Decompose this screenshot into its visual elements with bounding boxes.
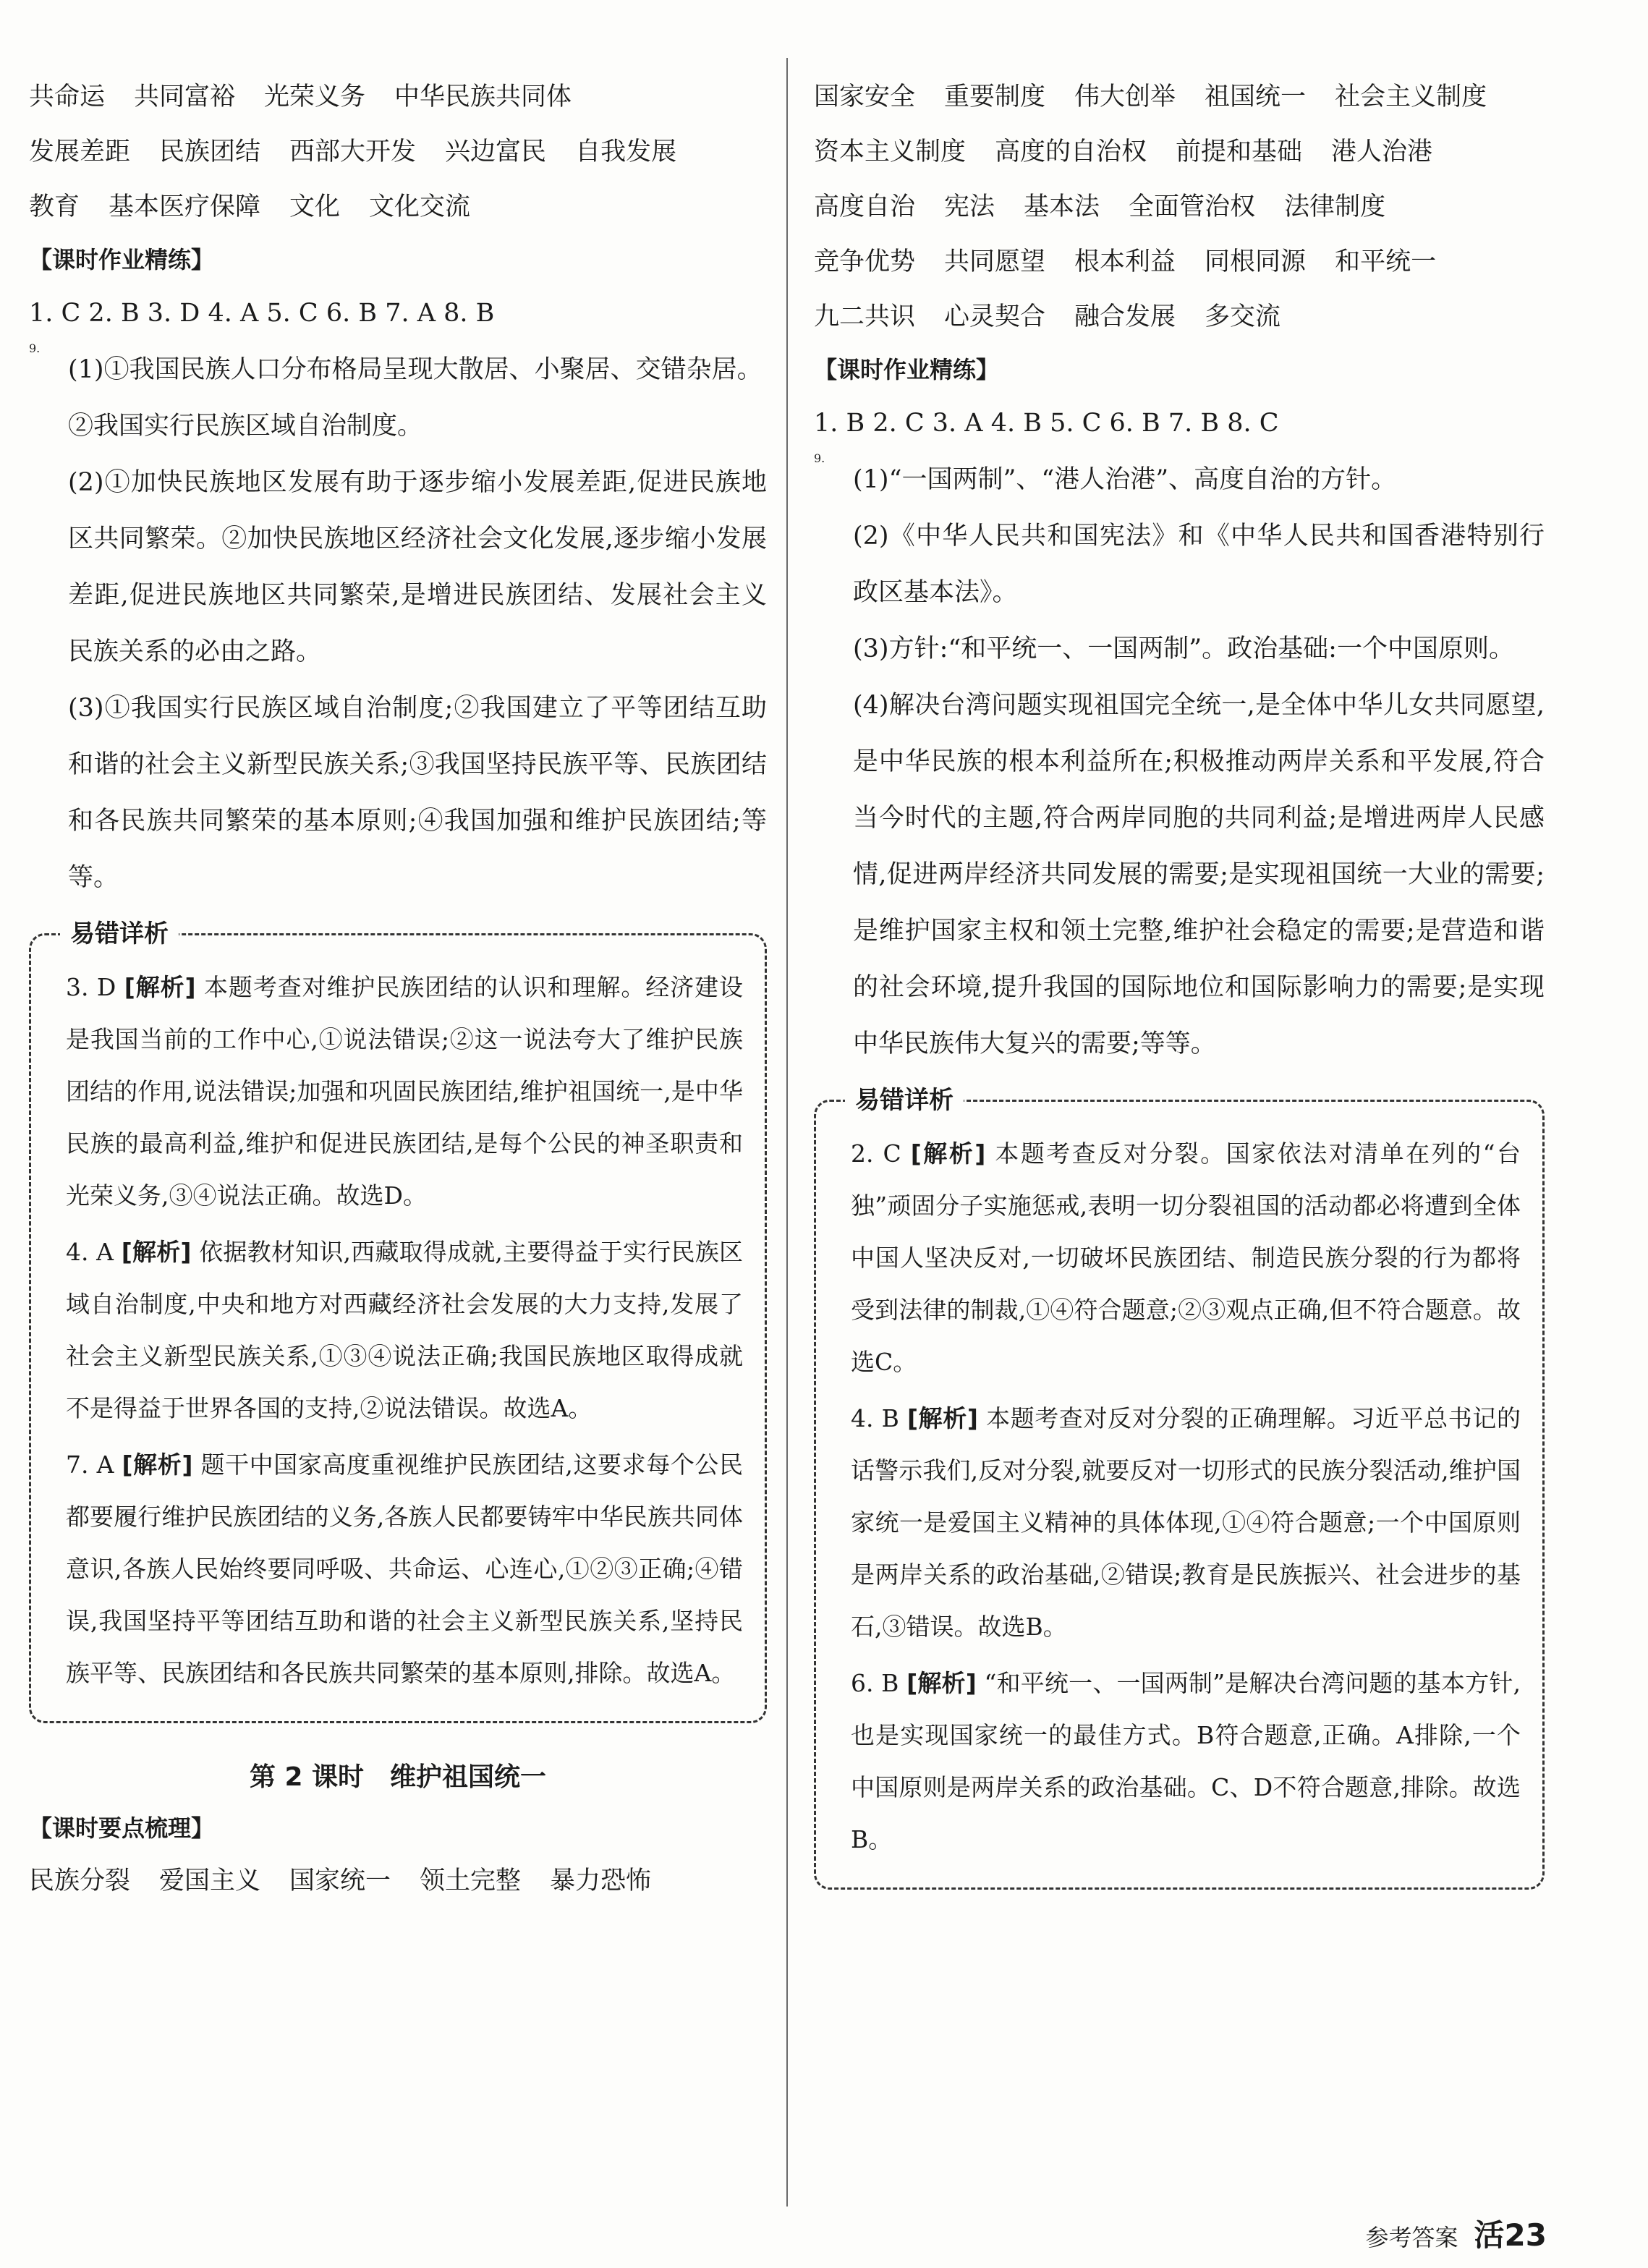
keyword-line (814, 289, 1545, 344)
page-number: 活23 (1474, 2217, 1547, 2253)
keyword: 爱国主义 (159, 1866, 261, 1895)
analysis-item: 4. A [解析] 依据教材知识,西藏取得成就,主要得益于实行民族区域自治制度,中央和地方对西藏经济社会发展的大力支持,发展了社会主义新型民族关系,①③④说法正确;我国民族地区取得成就不是得益于世界各国的支持,②说法错误。故选A。 (66, 1238, 743, 1422)
analysis-item: 3. D [解析] 本题考查对维护民族团结的认识和理解。经济建设是我国当前的工作中心,①说法错误;②这一说法夸大了维护民族团结的作用,说法错误;加强和巩固民族团结,维护祖国统一,是中华民族的最高利益,维护和促进民族团结,是每个公民的神圣职责和光荣义务,③④说法正确。故选D。 (66, 973, 743, 1210)
keyword: 全面管治权 (1129, 192, 1256, 221)
section-heading: 【课时作业精练】 (29, 246, 215, 273)
keyword: 根本利益 (1074, 247, 1176, 276)
keyword: 同根同源 (1205, 247, 1307, 276)
keyword: 自我发展 (575, 137, 677, 166)
analysis-item: 7. A [解析] 题干中国家高度重视维护民族团结,这要求每个公民都要履行维护民族团结的义务,各族人民都要铸牢中华民族共同体意识,各族人民始终要同呼吸、共命运、心连心,①②③正确;④错误,我国坚持平等团结互助和谐的社会主义新型民族关系,坚持民族平等、民族团结和各民族共同繁荣的基本原则,排除。故选A。 (66, 1451, 743, 1687)
keyword: 社会主义制度 (1335, 82, 1487, 111)
keyword: 基本医疗保障 (109, 192, 261, 221)
mc-answers: 1. B 2. C 3. A 4. B 5. C 6. B 7. B 8. C (814, 409, 1279, 438)
error-analysis-box (814, 1086, 1545, 1890)
box-title: 易错详析 (60, 917, 179, 951)
keyword: 国家安全 (814, 82, 916, 111)
answer-paragraph: (1)“一国两制”、“港人治港”、高度自治的方针。 (853, 465, 1397, 494)
keyword: 民族团结 (159, 137, 261, 166)
keyword: 领土完整 (420, 1866, 522, 1895)
keyword: 国家统一 (289, 1866, 391, 1895)
answer-paragraph: (1)①我国民族人口分布格局呈现大散居、小聚居、交错杂居。 (68, 355, 763, 384)
keyword: 多交流 (1205, 302, 1281, 331)
keyword: 资本主义制度 (814, 137, 967, 166)
question-9 (29, 341, 767, 906)
error-analysis-box (29, 919, 767, 1723)
column-divider (786, 58, 788, 2207)
keyword: 中华民族共同体 (394, 82, 572, 111)
keyword: 基本法 (1024, 192, 1100, 221)
keyword: 法律制度 (1284, 192, 1386, 221)
question-number: 9. (29, 341, 41, 355)
question-number: 9. (814, 451, 825, 465)
keyword-line (814, 124, 1545, 179)
footer-label: 参考答案 (1365, 2224, 1458, 2251)
keyword: 祖国统一 (1205, 82, 1307, 111)
keyword: 共同富裕 (134, 82, 236, 111)
keyword: 文化 (289, 192, 341, 221)
box-title: 易错详析 (845, 1083, 964, 1118)
keyword: 暴力恐怖 (550, 1866, 652, 1895)
keyword: 宪法 (944, 192, 995, 221)
keywords-top-right (814, 69, 1545, 344)
keyword: 共同愿望 (944, 247, 1046, 276)
section-heading: 【课时要点梳理】 (29, 1814, 215, 1842)
keyword: 兴边富民 (445, 137, 547, 166)
keyword: 伟大创举 (1074, 82, 1176, 111)
right-column (814, 69, 1545, 1890)
page-footer (1366, 2214, 1547, 2259)
keyword-line (29, 124, 767, 179)
keyword: 港人治港 (1331, 137, 1433, 166)
keyword: 高度自治 (814, 192, 916, 221)
keyword: 和平统一 (1335, 247, 1437, 276)
keyword: 九二共识 (814, 302, 916, 331)
keyword-line (29, 179, 767, 234)
lesson-title: 第 2 课时 维护祖国统一 (249, 1762, 547, 1792)
answer-paragraph: (3)①我国实行民族区域自治制度;②我国建立了平等团结互助和谐的社会主义新型民族关系;③我国坚持民族平等、民族团结和各民族共同繁荣的基本原则;④我国加强和维护民族团结;等等。 (68, 694, 767, 892)
keyword: 融合发展 (1074, 302, 1176, 331)
keyword: 文化交流 (369, 192, 471, 221)
left-column (29, 69, 767, 1908)
keyword: 重要制度 (944, 82, 1046, 111)
mc-answers: 1. C 2. B 3. D 4. A 5. C 6. B 7. A 8. B (29, 299, 495, 328)
keyword: 共命运 (29, 82, 106, 111)
keyword-line (814, 179, 1545, 234)
answer-paragraph: (2)①加快民族地区发展有助于逐步缩小发展差距,促进民族地区共同繁荣。②加快民族地区经济社会文化发展,逐步缩小发展差距,促进民族地区共同繁荣,是增进民族团结、发展社会主义民族关系的必由之路。 (68, 468, 767, 666)
analysis-item: 4. B [解析] 本题考查对反对分裂的正确理解。习近平总书记的话警示我们,反对分裂,就要反对一切形式的民族分裂活动,维护国家统一是爱国主义精神的具体体现,①④符合题意;一个中国原则是两岸关系的政治基础,②错误;教育是民族振兴、社会进步的基石,③错误。故选B。 (851, 1404, 1521, 1641)
section-heading: 【课时作业精练】 (814, 356, 1000, 383)
analysis-item: 2. C [解析] 本题考查反对分裂。国家依法对清单在列的“台独”顽固分子实施惩戒,表明一切分裂祖国的活动都必将遭到全体中国人坚决反对,一切破坏民族团结、制造民族分裂的行为都将受到法律的制裁,①④符合题意;②③观点正确,但不符合题意。故选C。 (851, 1139, 1521, 1376)
keyword: 前提和基础 (1176, 137, 1303, 166)
question-9 (814, 451, 1545, 1072)
keyword: 西部大开发 (289, 137, 417, 166)
keyword: 民族分裂 (29, 1866, 131, 1895)
keyword: 高度的自治权 (995, 137, 1147, 166)
keyword-line (814, 69, 1545, 124)
answer-paragraph: (2)《中华人民共和国宪法》和《中华人民共和国香港特别行政区基本法》。 (853, 522, 1545, 607)
answer-paragraph: ②我国实行民族区域自治制度。 (68, 412, 423, 441)
keyword-line (29, 69, 767, 124)
keyword: 光荣义务 (264, 82, 366, 111)
keyword-line (29, 1853, 767, 1908)
analysis-item: 6. B [解析] “和平统一、一国两制”是解决台湾问题的基本方针,也是实现国家统一的最佳方式。B符合题意,正确。A排除,一个中国原则是两岸关系的政治基础。C、D不符合题意,排除。故选B。 (851, 1669, 1521, 1853)
keyword-line (814, 234, 1545, 289)
keyword: 心灵契合 (944, 302, 1046, 331)
answer-paragraph: (4)解决台湾问题实现祖国完全统一,是全体中华儿女共同愿望,是中华民族的根本利益所在;积极推动两岸关系和平发展,符合当今时代的主题,符合两岸同胞的共同利益;是增进两岸人民感情,促进两岸经济共同发展的需要;是实现祖国统一大业的需要;是维护国家主权和领土完整,维护社会稳定的需要;是营造和谐的社会环境,提升我国的国际地位和国际影响力的需要;是实现中华民族伟大复兴的需要;等等。 (853, 691, 1545, 1058)
keyword: 发展差距 (29, 137, 131, 166)
keyword: 竞争优势 (814, 247, 916, 276)
answer-paragraph: (3)方针:“和平统一、一国两制”。政治基础:一个中国原则。 (853, 634, 1514, 663)
keywords-top-left (29, 69, 767, 234)
keyword: 教育 (29, 192, 80, 221)
